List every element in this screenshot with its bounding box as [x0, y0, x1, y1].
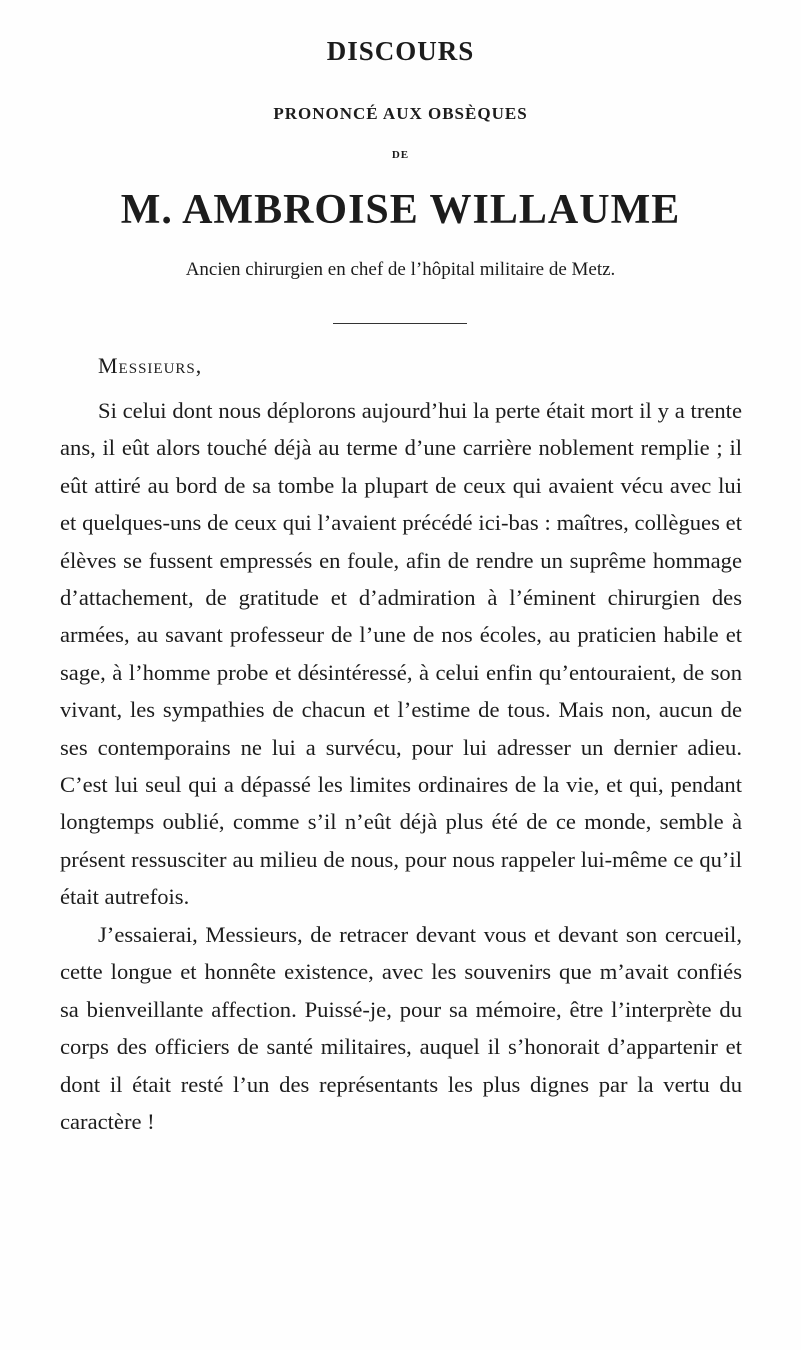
separator-rule	[333, 323, 467, 324]
page-title: DISCOURS	[326, 36, 475, 66]
paragraph-1: Si celui dont nous déplorons aujourd’hui la perte était mort il y a trente ans, il eût alors touché déjà au terme d’une carrière noblement remplie ; il eût attiré au bord de sa tombe la plupart de ceux qui avaient vécu avec lui et quelques-uns de ceux qui l’avaient précédé ici-bas : maîtres, collègues et élèves se fussent empressés en foule, afin de rendre un suprême hommage d’attachement, de gratitude et d’admiration à l’éminent chirurgien des armées, au savant professeur de l’une de nos écoles, au praticien habile et sage, à l’homme probe et désintéressé, à celui enfin qu’entouraient, de son vivant, les sympathies de chacun et l’estime de tous. Mais non, aucun de ses contemporains ne lui a survécu, pour lui adresser un dernier adieu. C’est lui seul qui a dépassé les limites ordinaires de la vie, et qui, pendant longtemps oublié, comme s’il n’eût déjà plus été de ce monde, semble à présent ressusciter au milieu de nous, pour nous rappeler lui-même ce qu’il était autrefois.	[60, 398, 742, 910]
subtitle: PRONONCÉ AUX OBSÈQUES	[273, 104, 528, 123]
deceased-role: Ancien chirurgien en chef de l’hôpital militaire de Metz.	[185, 259, 616, 280]
connector-word: DE	[391, 149, 410, 161]
salutation: Messieurs,	[98, 353, 203, 378]
paragraph-2: J’essaierai, Messieurs, de retracer devant vous et devant son cercueil, cette longue et honnête existence, avec les souvenirs que m’avait confiés sa bienveillante affection. Puissé-je, pour sa mémoire, être l’interprète du corps des officiers de santé militaires, auquel il s’honorait d’appartenir et dont il était resté l’un des représentants les plus dignes par la vertu du caractère !	[60, 922, 742, 1135]
deceased-name: M. AMBROISE WILLAUME	[120, 187, 681, 233]
